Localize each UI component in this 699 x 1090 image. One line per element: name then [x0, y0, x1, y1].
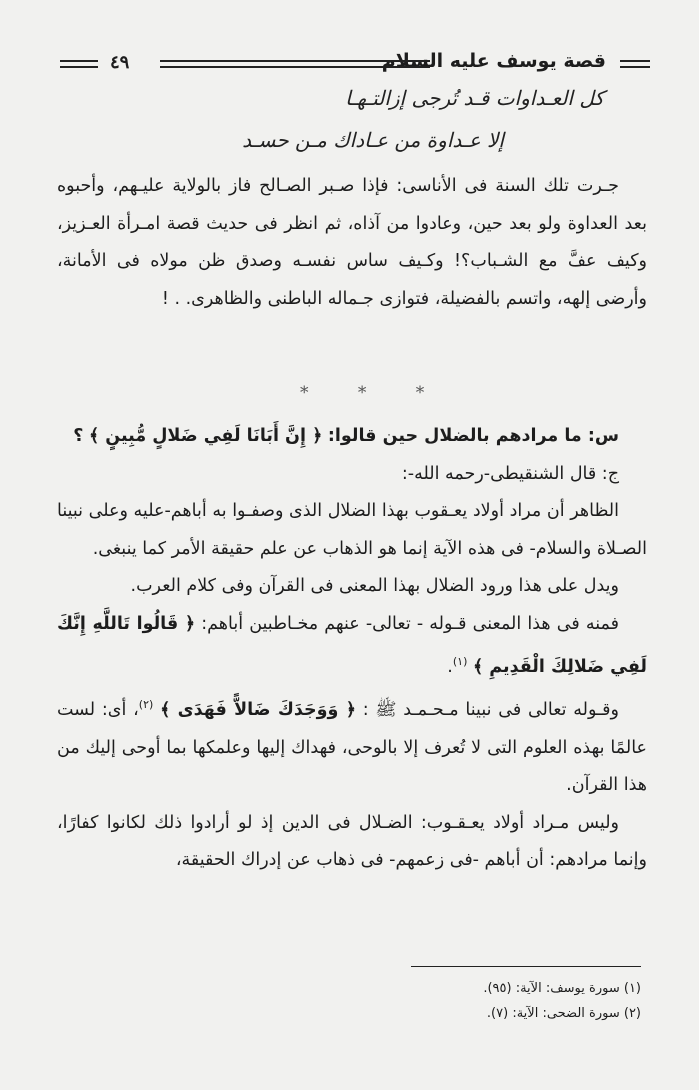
page-number: ٤٩: [110, 52, 130, 73]
header-rule: [160, 60, 430, 68]
paragraph-text: فمنه فى هذا المعنى قـوله - تعالى- عنهم مخـاطبين أباهم:: [201, 613, 619, 634]
paragraph-text: جـرت تلك السنة فى الأناسى: فإذا صـبر الصـالح فاز بالولاية عليـهم، وأحبوه بعد العداوة ولو بعد حين، وعادوا من آذاه، ثم انظر فى حديث قصة امـرأة العـزيز، وكيف عفَّ مع الشـباب؟! وكـيف ساس نفسـه وصدق ظن مولاه فى الأمانة، وأرضى إلهه، واتسم بالفضيلة، فتوازى جـماله الباطنى والظاهرى. . !: [57, 176, 647, 309]
answer-paragraph: ويدل على هذا ورود الضلال بهذا المعنى فى القرآن وفى كلام العرب.: [130, 576, 619, 596]
answer-paragraph: وليس مـراد أولاد يعـقـوب: الضـلال فى الدين إذ لو أرادوا ذلك لكانوا كفارًا، وإنما مرادهم: أن أباهم -فى زعمهم- فى ذهاب عن إدراك الحقيقة،: [57, 812, 647, 871]
qa-section: [57, 418, 647, 880]
verse-line-2: إلا عـداوة من عـاداك مـن حسـد: [242, 128, 504, 152]
footnote-rule: [411, 966, 641, 967]
answer-paragraph: الظاهر أن مراد أولاد يعـقوب بهذا الضلال الذى وصفـوا به أباهم-عليه وعلى نبينا الصـلاة والسلام- فى هذه الآية إنما هو الذهاب عن علم حقيقة الأمر كما ينبغى.: [57, 501, 647, 559]
footnotes: [51, 976, 641, 1026]
paragraph-text: وقـوله تعالى فى نبينا مـحـمـد ﷺ :: [362, 700, 619, 721]
answer-paragraph: [57, 686, 647, 804]
header-rule: [620, 60, 650, 68]
quran-quote: ﴿ قَالُوا تَاللَّهِ إِنَّكَ لَفِي ضَلالِكَ الْقَدِيمِ ﴾: [57, 613, 647, 677]
question: [57, 418, 647, 456]
answer-intro: ج: قال الشنقيطى-رحمه الله-:: [401, 463, 619, 484]
footnote-ref: (٢): [138, 698, 154, 712]
quran-quote: ﴿ وَوَجَدَكَ ضَالاًّ فَهَدَى ﴾: [160, 700, 356, 721]
paragraph-text: ، أى: لست عالمًا بهذه العلوم التى لا تُعرف إلا بالوحى، فهداك إليها وعلمكها بما أوحى إليك من هذا القرآن.: [57, 700, 647, 796]
running-header: [60, 50, 650, 80]
question-mark: ؟: [73, 426, 84, 446]
answer-paragraph: فمنه فى هذا المعنى قـوله - تعالى- عنهم مخـاطبين أباهم: ﴿ قَالُوا تَاللَّهِ إِنَّكَ لَفِي ضَلالِكَ الْقَدِيمِ ﴾ $^{(١)}$.: [57, 613, 647, 677]
footnote-ref: (١): [452, 655, 468, 668]
footnote: (١) سورة يوسف: الآية: (٩٥).: [483, 981, 641, 996]
section-separator: * * *: [300, 383, 447, 403]
footnote: (٢) سورة الضحى: الآية: (٧).: [486, 1006, 641, 1021]
question-quran: ﴿ إِنَّ أَبَانَا لَفِي ضَلالٍ مُّبِينٍ ﴾: [88, 426, 323, 446]
header-rule: [60, 60, 98, 68]
paragraph-1: [57, 168, 647, 318]
verse-line-1: كل العـداوات قـد تُرجى إزالتـهـا: [345, 86, 604, 110]
header-title: قصة يوسف عليه السلام: [381, 50, 606, 72]
question-text: س: ما مرادهم بالضلال حين قالوا:: [327, 426, 619, 446]
